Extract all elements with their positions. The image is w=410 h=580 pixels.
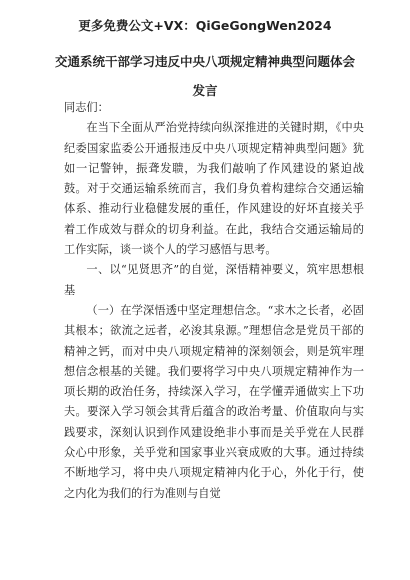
paragraph-intro: 在当下全面从严治党持续向纵深推进的关键时期，《中央纪委国家监委公开通报违反中央八项规定精神典型问题》犹如一记警钟，振聋发聩，为我们敲响了作风建设的紧迫战鼓。对于交通运输系统而言，我们身负着构建综合交通运输体系、推动行业稳健发展的重任，作风建设的好坏直接关乎着工作成效与群众的切身利益。在此，我结合交通运输局的工作实际，谈一谈个人的学习感悟与思考。 [64,121,364,257]
salutation: 同志们： [64,101,109,114]
document-title: 交通系统干部学习违反中央八项规定精神典型问题体会发言 [54,54,355,98]
section-heading-1: 一、以“见贤思齐”的自觉，深悟精神要义，筑牢思想根基 [64,263,364,297]
document-body [64,98,364,504]
promo-header: 更多免费公文+VX：QiGeGongWen2024 [78,18,332,33]
paragraph-subsection-1: （一）在学深悟透中坚定理想信念。“求木之长者，必固其根本；欲流之远者，必浚其泉源。”理想信念是党员干部的精神之钙，而对中央八项规定精神的深刻领会，则是筑牢理想信念根基的关键。我们要将学习中央八项规定精神作为一项长期的政治任务，持续深入学习，在学懂弄通做实上下功夫。要深入学习领会其背后蕴含的政治考量、价值取向与实践要求，深刻认识到作风建设绝非小事而是关乎党在人民群众心中形象，关乎党和国家事业兴衰成败的大事。通过持续不断地学习，将中央八项规定精神内化于心，外化于行，使之内化为我们的行为准则与自觉 [64,303,364,500]
